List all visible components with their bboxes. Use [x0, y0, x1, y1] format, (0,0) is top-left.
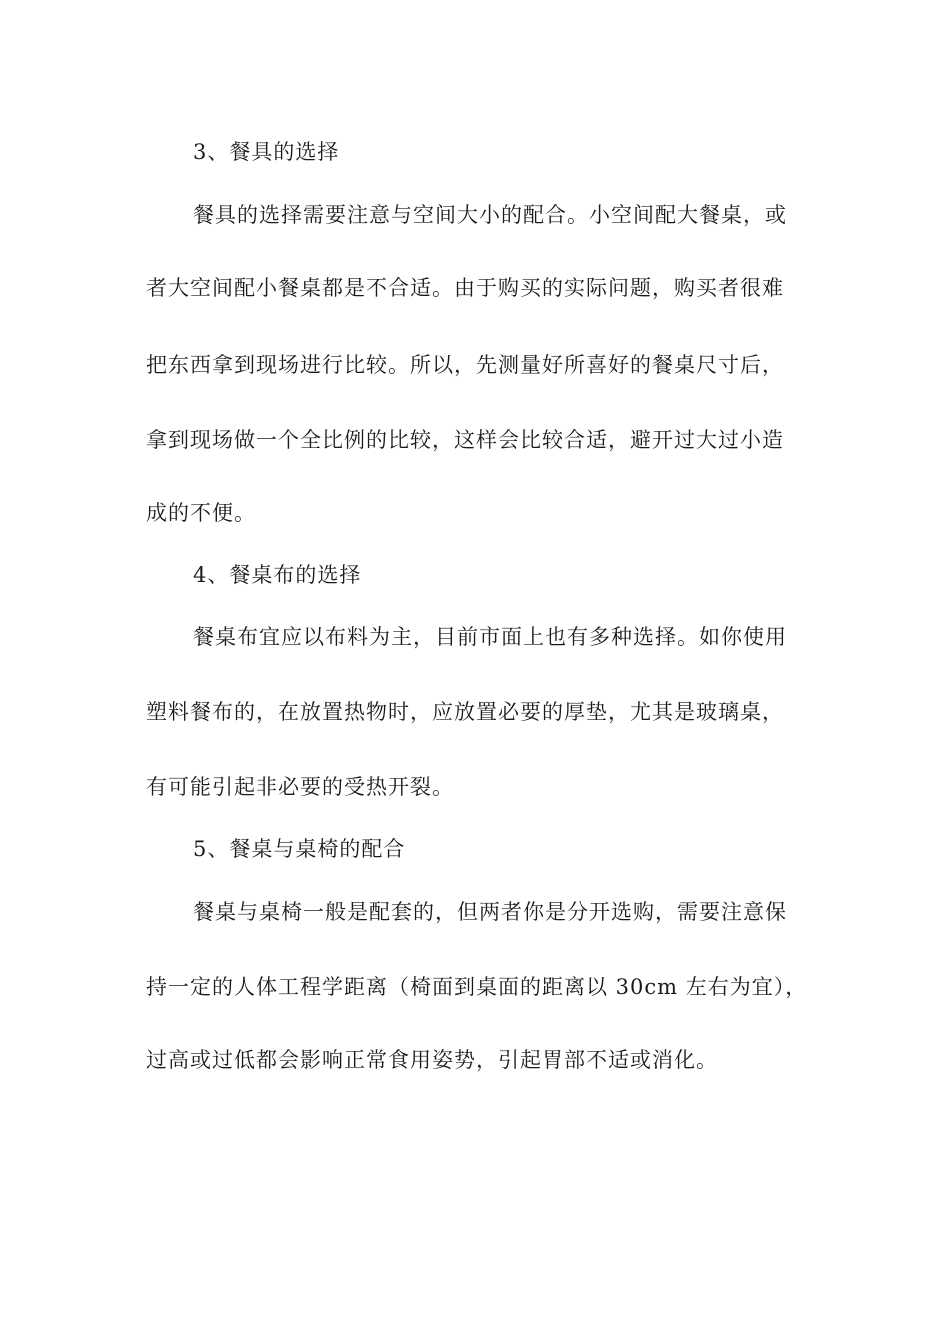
section-heading: 5、餐桌与桌椅的配合 [193, 837, 406, 861]
paragraph-line: 塑料餐布的，在放置热物时，应放置必要的厚垫，尤其是玻璃桌， [146, 700, 784, 724]
section-heading: 4、餐桌布的选择 [193, 563, 362, 587]
paragraph-line: 有可能引起非必要的受热开裂。 [146, 775, 454, 799]
paragraph-line: 者大空间配小餐桌都是不合适。由于购买的实际问题，购买者很难 [146, 276, 784, 300]
paragraph-line: 持一定的人体工程学距离（椅面到桌面的距离以 30cm 左右为宜）， [146, 975, 808, 999]
paragraph-line: 餐桌布宜应以布料为主，目前市面上也有多种选择。如你使用 [193, 625, 787, 649]
paragraph-line: 餐桌与桌椅一般是配套的，但两者你是分开选购，需要注意保 [193, 900, 787, 924]
paragraph-line: 拿到现场做一个全比例的比较，这样会比较合适，避开过大过小造 [146, 428, 784, 452]
paragraph-line: 餐具的选择需要注意与空间大小的配合。小空间配大餐桌，或 [193, 203, 787, 227]
paragraph-line: 过高或过低都会影响正常食用姿势，引起胃部不适或消化。 [146, 1048, 718, 1072]
paragraph-line: 成的不便。 [146, 501, 256, 525]
paragraph-line: 把东西拿到现场进行比较。所以，先测量好所喜好的餐桌尺寸后， [146, 353, 784, 377]
section-heading: 3、餐具的选择 [193, 140, 340, 164]
